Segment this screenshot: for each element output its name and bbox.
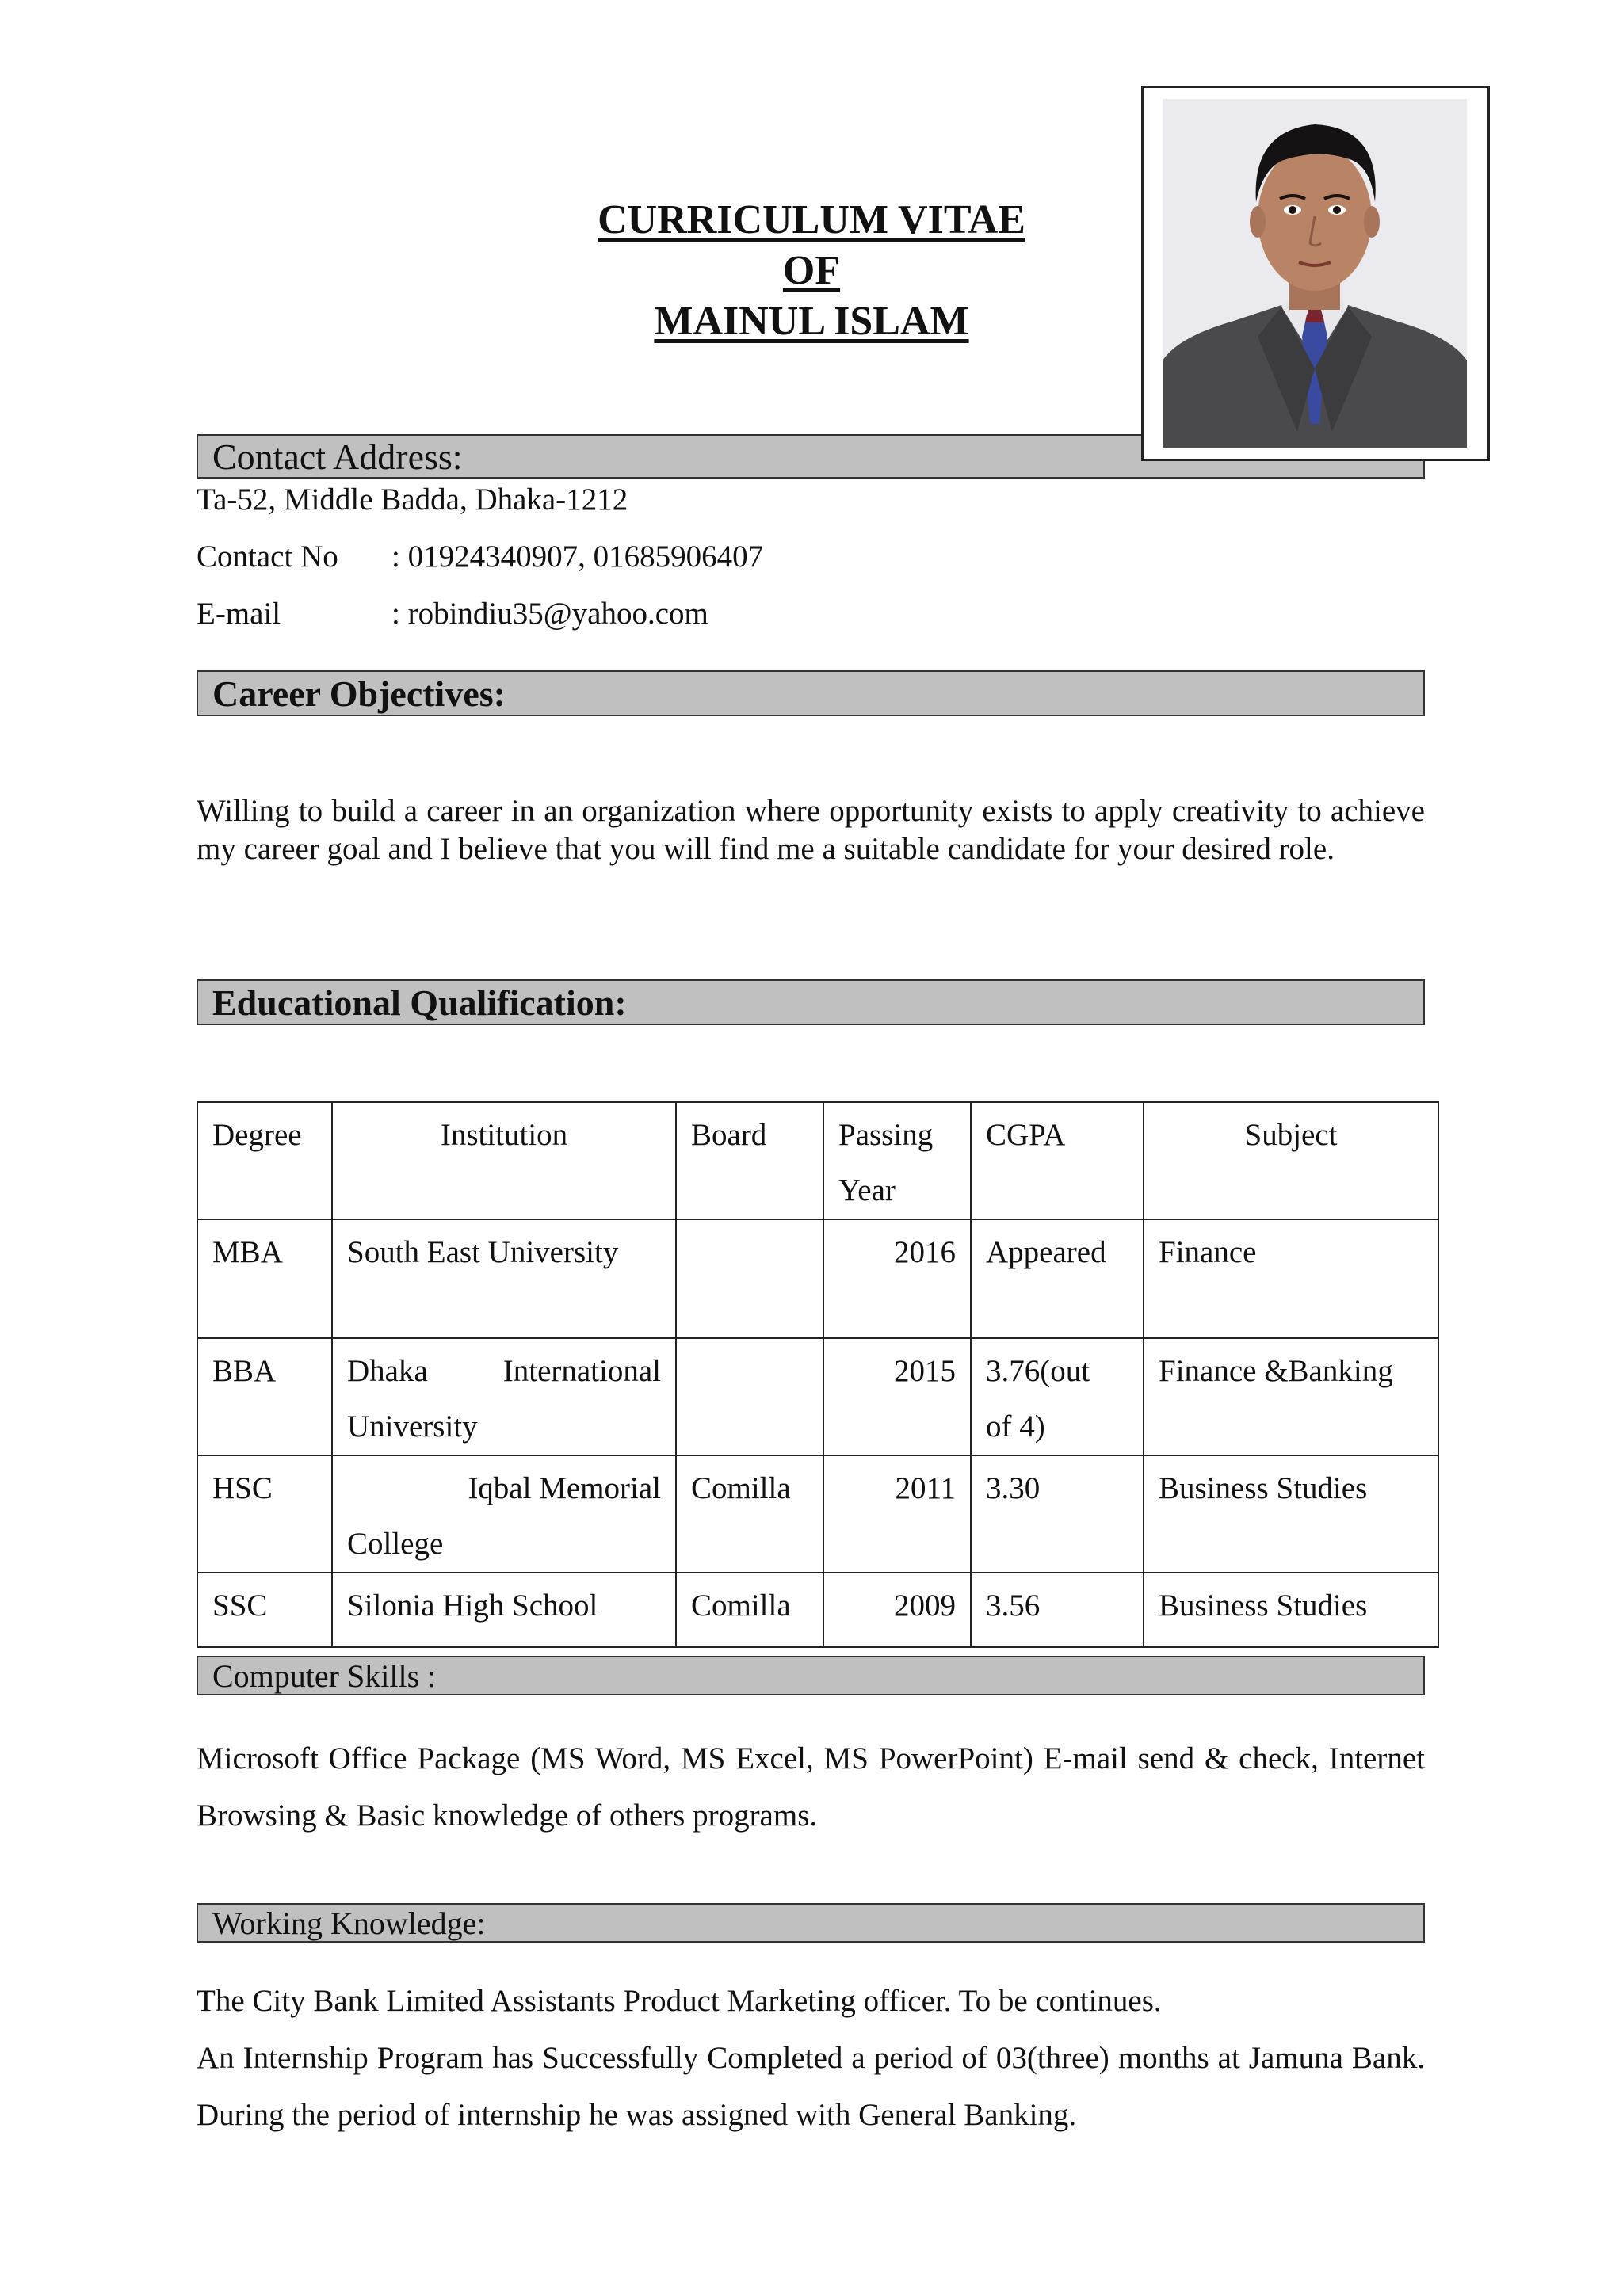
- institution-line-1: [347, 1344, 661, 1399]
- profile-photo-frame: [1141, 86, 1490, 461]
- cell-board: [676, 1338, 823, 1455]
- cgpa-line-1: 3.76(out: [986, 1354, 1090, 1388]
- section-title: Career Objectives:: [212, 673, 506, 714]
- career-objective-text: Willing to build a career in an organization where opportunity exists to apply creativity to achieve my career goal and I believe that you will find me a suitable candidate for your desired role.: [197, 794, 1425, 866]
- working-knowledge-line-2: An Internship Program has Successfully Completed a period of 03(three) months at Jamuna Bank. During the period of internship he was assigned with General Banking.: [197, 2041, 1425, 2132]
- profile-photo: [1163, 99, 1467, 448]
- cell-cgpa: Appeared: [971, 1219, 1144, 1338]
- cell-degree: BBA: [197, 1338, 332, 1455]
- email-value: : robindiu35@yahoo.com: [391, 597, 708, 631]
- table-row: [197, 1219, 1438, 1338]
- cell-institution: [332, 1455, 676, 1573]
- cell-cgpa: [971, 1338, 1144, 1455]
- table-row: [197, 1338, 1438, 1455]
- table-row: [197, 1455, 1438, 1573]
- education-table: [197, 1101, 1439, 1648]
- section-computer-skills: [197, 1656, 1425, 1695]
- institution-line-2: University: [347, 1409, 478, 1444]
- section-title: Working Knowledge:: [212, 1905, 486, 1941]
- header-institution: Institution: [332, 1102, 676, 1219]
- cv-title: CURRICULUM VITAE: [598, 197, 1025, 242]
- working-knowledge-line-1: The City Bank Limited Assistants Product Marketing officer. To be continues.: [197, 1984, 1162, 2018]
- cell-cgpa: 3.30: [971, 1455, 1144, 1573]
- cell-year: 2015: [823, 1338, 971, 1455]
- cell-subject: Finance &Banking: [1144, 1338, 1438, 1455]
- section-educational-qualification: [197, 979, 1425, 1025]
- header-cgpa: CGPA: [971, 1102, 1144, 1219]
- cgpa-line-2: of 4): [986, 1409, 1045, 1444]
- cell-subject: Business Studies: [1144, 1455, 1438, 1573]
- cv-name: MAINUL ISLAM: [654, 299, 969, 344]
- institution-word: International: [502, 1354, 661, 1388]
- institution-word: Dhaka: [347, 1354, 428, 1388]
- header-subject: Subject: [1144, 1102, 1438, 1219]
- header-year: Year: [838, 1173, 896, 1207]
- cell-year: 2011: [823, 1455, 971, 1573]
- contact-no-value: : 01924340907, 01685906407: [391, 540, 764, 574]
- cell-year: 2016: [823, 1219, 971, 1338]
- cell-institution: South East University: [332, 1219, 676, 1338]
- section-career-objectives: [197, 670, 1425, 716]
- contact-no-label: Contact No: [197, 540, 338, 574]
- cell-degree: SSC: [197, 1573, 332, 1647]
- cell-institution: [332, 1338, 676, 1455]
- section-working-knowledge: [197, 1903, 1425, 1943]
- section-title: Educational Qualification:: [212, 982, 627, 1023]
- institution-line-2: College: [347, 1527, 444, 1561]
- section-title: Contact Address:: [212, 437, 463, 477]
- cell-board: Comilla: [676, 1455, 823, 1573]
- cell-year: 2009: [823, 1573, 971, 1647]
- email-label: E-mail: [197, 597, 281, 631]
- cv-title-of: OF: [782, 248, 841, 293]
- cell-degree: HSC: [197, 1455, 332, 1573]
- cell-cgpa: 3.56: [971, 1573, 1144, 1647]
- header-degree: Degree: [197, 1102, 332, 1219]
- cell-subject: Business Studies: [1144, 1573, 1438, 1647]
- table-header-row: [197, 1102, 1438, 1219]
- cell-board: [676, 1219, 823, 1338]
- cell-degree: MBA: [197, 1219, 332, 1338]
- cell-subject: Finance: [1144, 1219, 1438, 1338]
- cell-institution: Silonia High School: [332, 1573, 676, 1647]
- contact-address-line: Ta-52, Middle Badda, Dhaka-1212: [197, 482, 628, 517]
- header-board: Board: [676, 1102, 823, 1219]
- cell-board: Comilla: [676, 1573, 823, 1647]
- institution-line-1: Iqbal Memorial: [468, 1471, 661, 1505]
- header-passing: Passing: [838, 1118, 934, 1152]
- header-passing-year: [823, 1102, 971, 1219]
- computer-skills-text: Microsoft Office Package (MS Word, MS Excel, MS PowerPoint) E-mail send & check, Internet Browsing & Basic knowledge of others programs.: [197, 1741, 1425, 1833]
- table-row: [197, 1573, 1438, 1647]
- section-title: Computer Skills :: [212, 1658, 437, 1694]
